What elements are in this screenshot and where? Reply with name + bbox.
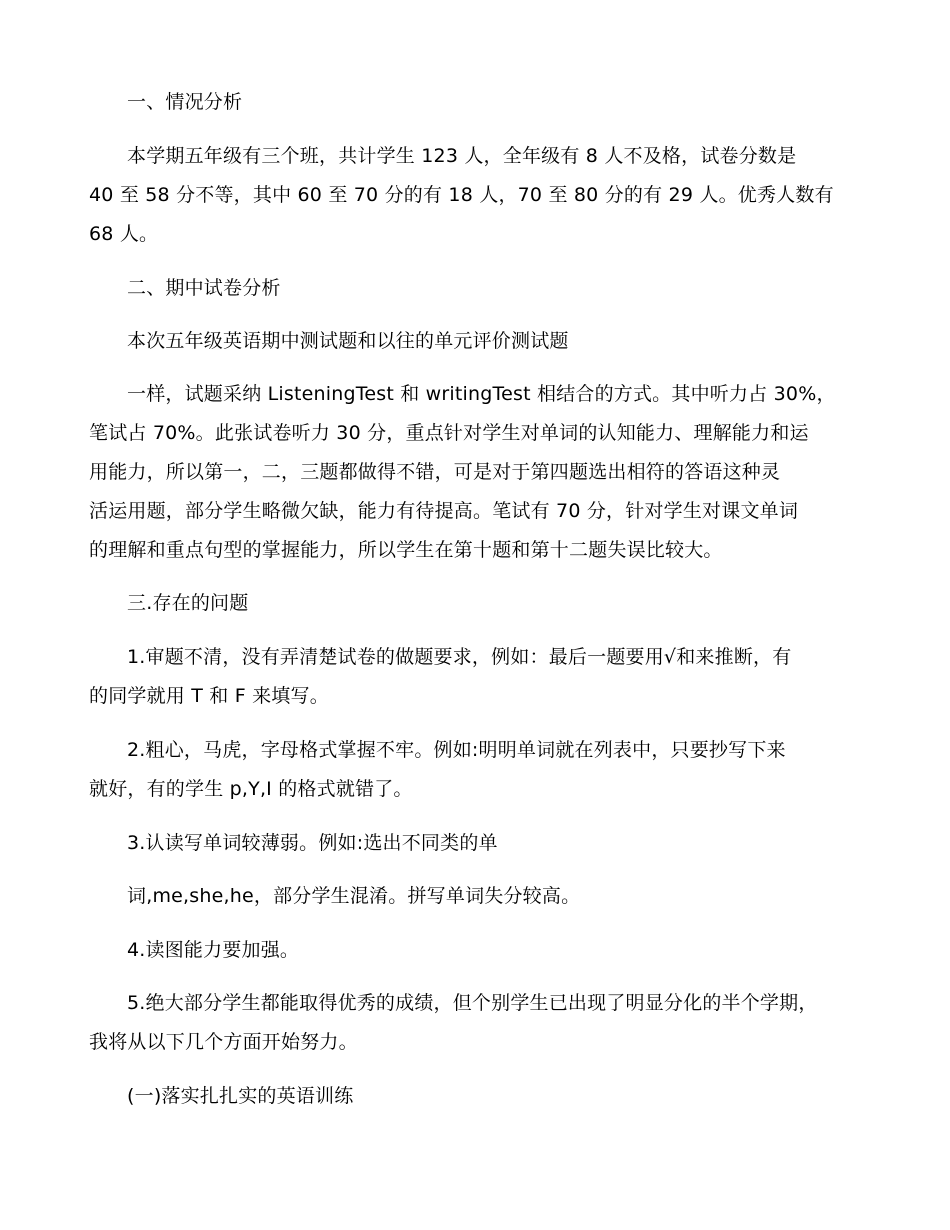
list-item-line: 词,me,she,he，部分学生混淆。拼写单词失分较高。 — [127, 885, 581, 907]
list-item-line: 3.认读写单词较薄弱。例如:选出不同类的单 — [127, 832, 498, 854]
list-item-line: 1.审题不清，没有弄清楚试卷的做题要求，例如：最后一题要用√和来推断，有 — [127, 646, 792, 668]
list-item-line: 我将从以下几个方面开始努力。 — [89, 1031, 358, 1053]
paragraph-line: 的理解和重点句型的掌握能力，所以学生在第十题和第十二题失误比较大。 — [89, 539, 723, 561]
section-heading-problems: 三.存在的问题 — [127, 592, 249, 614]
paragraph-line: 一样，试题采纳 ListeningTest 和 writingTest 相结合的方式。其中听力占 30%， — [127, 383, 836, 405]
paragraph-line: 笔试占 70%。此张试卷听力 30 分，重点针对学生对单词的认知能力、理解能力和运 — [89, 422, 809, 444]
subsection-heading: (一)落实扎扎实的英语训练 — [127, 1085, 354, 1107]
list-item-line: 4.读图能力要加强。 — [127, 939, 300, 961]
list-item-line: 的同学就用 T 和 F 来填写。 — [89, 685, 329, 707]
section-heading-situation: 一、情况分析 — [127, 91, 243, 113]
paragraph-line: 40 至 58 分不等，其中 60 至 70 分的有 18 人，70 至 80 分的有 29 人。优秀人数有 — [89, 184, 834, 206]
paragraph-line: 本次五年级英语期中测试题和以往的单元评价测试题 — [127, 330, 569, 352]
paragraph-line: 用能力，所以第一，二，三题都做得不错，可是对于第四题选出相符的答语这种灵 — [89, 461, 781, 483]
paragraph-line: 活运用题，部分学生略微欠缺，能力有待提高。笔试有 70 分，针对学生对课文单词 — [89, 500, 799, 522]
section-heading-exam-analysis: 二、期中试卷分析 — [127, 277, 281, 299]
list-item-line: 就好，有的学生 p,Y,I 的格式就错了。 — [89, 778, 413, 800]
list-item-line: 5.绝大部分学生都能取得优秀的成绩，但个别学生已出现了明显分化的半个学期， — [127, 992, 818, 1014]
paragraph-line: 68 人。 — [89, 223, 159, 245]
paragraph-line: 本学期五年级有三个班，共计学生 123 人，全年级有 8 人不及格，试卷分数是 — [127, 145, 797, 167]
list-item-line: 2.粗心，马虎，字母格式掌握不牢。例如:明明单词就在列表中，只要抄写下来 — [127, 739, 786, 761]
